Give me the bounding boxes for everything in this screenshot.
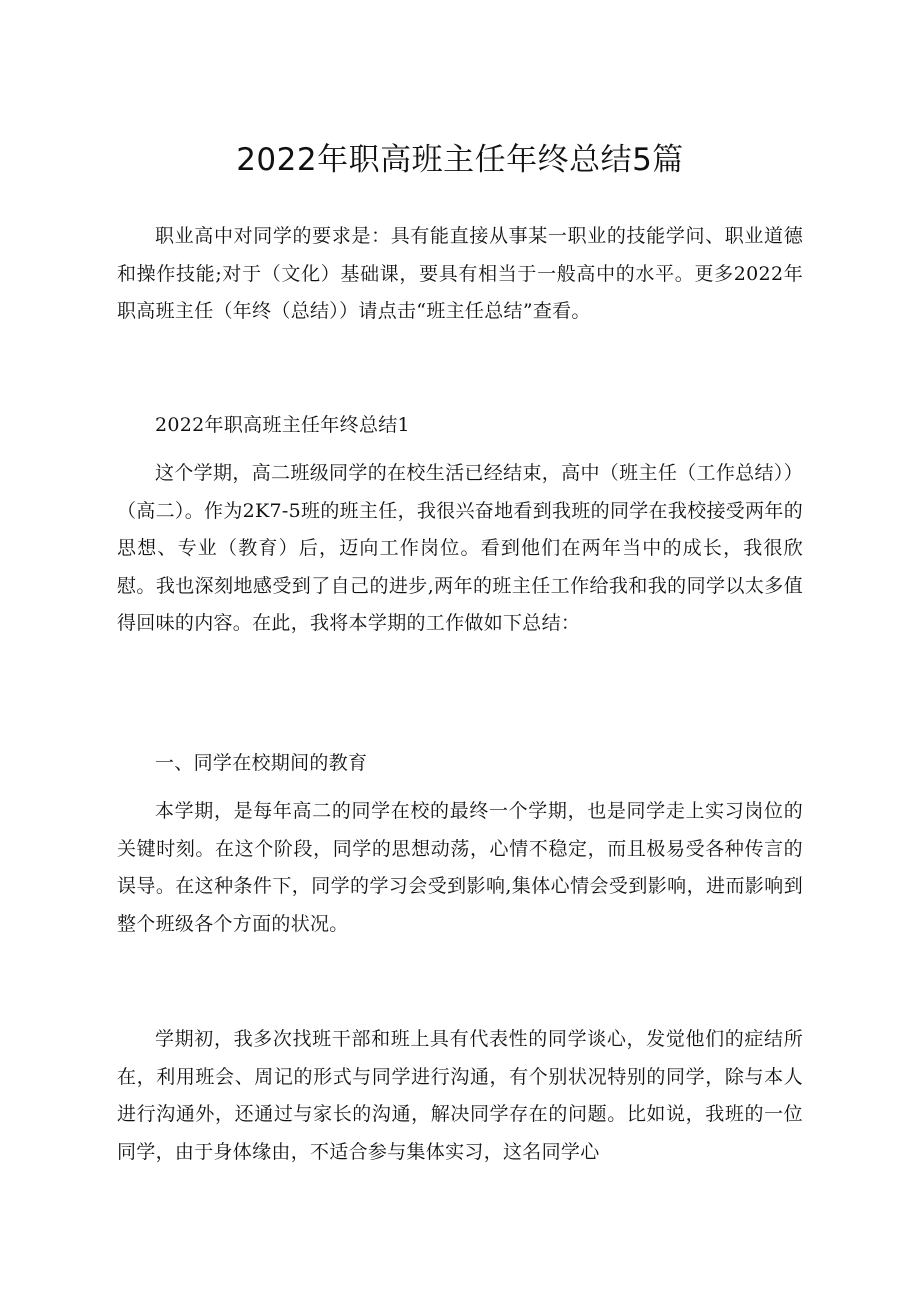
document-title: 2022年职高班主任年终总结5篇 [236, 142, 684, 178]
section-subtitle: 2022年职高班主任年终总结1 [155, 414, 410, 436]
intro-paragraph: 职业高中对同学的要求是：具有能直接从事某一职业的技能学问、职业道德和操作技能;对于（文化）基础课，要具有相当于一般高中的水平。更多2022年职高班主任（年终（总结））请点击“班主任总结”查看。 [117, 225, 803, 322]
body-paragraph-3: 学期初，我多次找班干部和班上具有代表性的同学谈心，发觉他们的症结所在，利用班会、周记的形式与同学进行沟通，有个别状况特别的同学，除与本人进行沟通外，还通过与家长的沟通，解决同学存在的问题。比如说，我班的一位同学，由于身体缘由，不适合参与集体实习，这名同学心 [117, 1028, 803, 1163]
body-paragraph-1: 这个学期，高二班级同学的在校生活已经结束，高中（班主任（工作总结））（高二）。作为2K7-5班的班主任，我很兴奋地看到我班的同学在我校接受两年的思想、专业（教育）后，迈向工作岗位。看到他们在两年当中的成长，我很欣慰。我也深刻地感受到了自己的进步,两年的班主任工作给我和我的同学以太多值得回味的内容。在此，我将本学期的工作做如下总结： [117, 462, 803, 634]
section-heading: 一、同学在校期间的教育 [155, 752, 368, 774]
body-paragraph-2: 本学期，是每年高二的同学在校的最终一个学期，也是同学走上实习岗位的关键时刻。在这个阶段，同学的思想动荡，心情不稳定，而且极易受各种传言的误导。在这种条件下，同学的学习会受到影响,集体心情会受到影响，进而影响到整个班级各个方面的状况。 [117, 800, 803, 935]
